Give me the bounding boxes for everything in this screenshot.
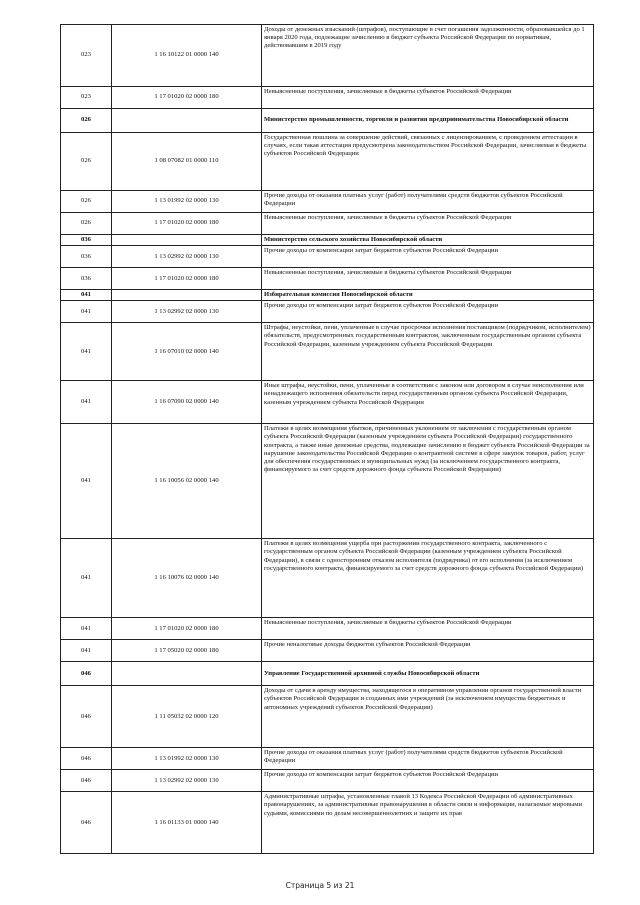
revenue-description-cell: Прочие доходы от компенсации затрат бюджетов субъектов Российской Федерации bbox=[262, 246, 594, 268]
table-row bbox=[61, 323, 594, 381]
admin-code-cell: 023 bbox=[61, 87, 112, 109]
table-row-section-header bbox=[61, 662, 594, 686]
table-row bbox=[61, 133, 594, 191]
budget-classification-code-cell: 1 16 10076 02 0000 140 bbox=[112, 539, 262, 618]
table-row bbox=[61, 213, 594, 235]
revenue-description-cell: Прочие неналоговые доходы бюджетов субъектов Российской Федерации bbox=[262, 640, 594, 662]
revenue-description-cell: Государственная пошлина за совершение действий, связанных с лицензированием, с проведением аттестации в случаях, если такая аттестация предусмотрена законодательством Российской Федерации, зачисляемая в бюджеты субъектов Российской Федерации bbox=[262, 133, 594, 191]
table-row bbox=[61, 381, 594, 424]
admin-code-cell: 046 bbox=[61, 686, 112, 748]
budget-classification-code-cell: 1 08 07082 01 0000 110 bbox=[112, 133, 262, 191]
revenue-description-cell: Избирательная комиссия Новосибирской области bbox=[262, 290, 594, 301]
table-row bbox=[61, 87, 594, 109]
revenue-description-cell: Платежи в целях возмещения убытков, причиненных уклонением от заключения с государственным органом субъекта Российской Федерации (казенным учреждением субъекта Российской Федерации) государственного контракта, а также иные денежные средства, подлежащие зачислению в бюджет субъекта Российской Федерации за нарушение законодательства Российской Федерации о контрактной системе в сфере закупок товаров, работ, услуг для обеспечения государственных и муниципальных нужд (за исключением государственного контракта, финансируемого за счет средств дорожного фонда субъекта Российской Федерации) bbox=[262, 424, 594, 539]
table-row bbox=[61, 640, 594, 662]
revenue-description-cell: Прочие доходы от компенсации затрат бюджетов субъектов Российской Федерации bbox=[262, 770, 594, 792]
table-row bbox=[61, 770, 594, 792]
budget-classification-code-cell: 1 11 05032 02 0000 120 bbox=[112, 686, 262, 748]
admin-code-cell: 041 bbox=[61, 301, 112, 323]
revenue-description-cell: Доходы от денежных взысканий (штрафов), поступающие в счет погашения задолженности, образовавшейся до 1 января 2020 года, подлежащие зачислению в бюджет субъекта Российской Федерации по нормативам, действовавшим в 2019 году bbox=[262, 25, 594, 87]
table-row bbox=[61, 246, 594, 268]
revenue-description-cell: Невыясненные поступления, зачисляемые в бюджеты субъектов Российской Федерации bbox=[262, 213, 594, 235]
admin-code-cell: 041 bbox=[61, 618, 112, 640]
revenue-description-cell: Платежи в целях возмещения ущерба при расторжении государственного контракта, заключенного с государственным органом субъекта Российской Федерации (казенным учреждением субъекта Российской Федерации), в связи с односторонним отказом исполнителя (подрядчика) от его исполнения (за исключением государственного контракта, финансируемого за счет средств дорожного фонда субъекта Российской Федерации) bbox=[262, 539, 594, 618]
admin-code-cell: 041 bbox=[61, 640, 112, 662]
budget-classification-code-cell: 1 16 07090 02 0000 140 bbox=[112, 381, 262, 424]
budget-classification-code-cell: 1 16 10056 02 0000 140 bbox=[112, 424, 262, 539]
revenue-description-cell: Невыясненные поступления, зачисляемые в бюджеты субъектов Российской Федерации bbox=[262, 618, 594, 640]
revenue-description-cell: Штрафы, неустойки, пени, уплаченные в случае просрочки исполнения поставщиком (подрядчиком, исполнителем) обязательств, предусмотренных государственным контрактом, заключенным государственным органом субъекта Российской Федерации, казенным учреждением субъекта Российской Федерации bbox=[262, 323, 594, 381]
table-row bbox=[61, 686, 594, 748]
budget-classification-code-cell: 1 17 01020 02 0000 180 bbox=[112, 213, 262, 235]
table-row bbox=[61, 748, 594, 770]
admin-code-cell: 041 bbox=[61, 424, 112, 539]
budget-classification-code-cell bbox=[112, 235, 262, 246]
table-row bbox=[61, 539, 594, 618]
admin-code-cell: 026 bbox=[61, 213, 112, 235]
table-row bbox=[61, 25, 594, 87]
table-row bbox=[61, 618, 594, 640]
admin-code-cell: 046 bbox=[61, 770, 112, 792]
revenue-description-cell: Прочие доходы от оказания платных услуг (работ) получателями средств бюджетов субъектов Российской Федерации bbox=[262, 191, 594, 213]
revenue-codes-table bbox=[60, 24, 594, 854]
admin-code-cell: 046 bbox=[61, 748, 112, 770]
budget-classification-code-cell: 1 16 10122 01 0000 140 bbox=[112, 25, 262, 87]
revenue-description-cell: Прочие доходы от компенсации затрат бюджетов субъектов Российской Федерации bbox=[262, 301, 594, 323]
budget-classification-code-cell: 1 16 01133 01 0000 140 bbox=[112, 792, 262, 854]
table-body bbox=[61, 25, 594, 854]
admin-code-cell: 046 bbox=[61, 792, 112, 854]
budget-classification-code-cell: 1 13 01992 02 0000 130 bbox=[112, 748, 262, 770]
admin-code-cell: 041 bbox=[61, 381, 112, 424]
table-row bbox=[61, 268, 594, 290]
admin-code-cell: 036 bbox=[61, 246, 112, 268]
budget-classification-code-cell: 1 16 07010 02 0000 140 bbox=[112, 323, 262, 381]
admin-code-cell: 023 bbox=[61, 25, 112, 87]
revenue-description-cell: Иные штрафы, неустойки, пени, уплаченные в соответствии с законом или договором в случае неисполнения или ненадлежащего исполнения обязательств перед государственным органом субъекта Российской Федерации, казенным учреждением субъекта Российской Федерации bbox=[262, 381, 594, 424]
revenue-description-cell: Невыясненные поступления, зачисляемые в бюджеты субъектов Российской Федерации bbox=[262, 268, 594, 290]
budget-classification-code-cell: 1 13 01992 02 0000 130 bbox=[112, 191, 262, 213]
budget-classification-code-cell: 1 17 01020 02 0000 180 bbox=[112, 87, 262, 109]
admin-code-cell: 041 bbox=[61, 323, 112, 381]
revenue-description-cell: Доходы от сдачи в аренду имущества, находящегося в оперативном управлении органов государственной власти субъектов Российской Федерации и созданных ими учреждений (за исключением имущества бюджетных и автономных учреждений субъектов Российской Федерации) bbox=[262, 686, 594, 748]
admin-code-cell: 036 bbox=[61, 235, 112, 246]
budget-classification-code-cell: 1 13 02992 02 0000 130 bbox=[112, 770, 262, 792]
admin-code-cell: 026 bbox=[61, 191, 112, 213]
admin-code-cell: 041 bbox=[61, 539, 112, 618]
table-row bbox=[61, 191, 594, 213]
revenue-description-cell: Управление Государственной архивной службы Новосибирской области bbox=[262, 662, 594, 686]
admin-code-cell: 046 bbox=[61, 662, 112, 686]
admin-code-cell: 026 bbox=[61, 109, 112, 133]
document-page bbox=[60, 24, 591, 854]
revenue-description-cell: Министерство сельского хозяйства Новосибирской области bbox=[262, 235, 594, 246]
budget-classification-code-cell bbox=[112, 109, 262, 133]
table-row-section-header bbox=[61, 290, 594, 301]
revenue-description-cell: Невыясненные поступления, зачисляемые в бюджеты субъектов Российской Федерации bbox=[262, 87, 594, 109]
budget-classification-code-cell bbox=[112, 662, 262, 686]
revenue-description-cell: Прочие доходы от оказания платных услуг (работ) получателями средств бюджетов субъектов Российской Федерации bbox=[262, 748, 594, 770]
budget-classification-code-cell bbox=[112, 290, 262, 301]
budget-classification-code-cell: 1 13 02992 02 0000 130 bbox=[112, 246, 262, 268]
budget-classification-code-cell: 1 17 01020 02 0000 180 bbox=[112, 268, 262, 290]
admin-code-cell: 036 bbox=[61, 268, 112, 290]
table-row-section-header bbox=[61, 235, 594, 246]
table-row bbox=[61, 792, 594, 854]
table-row bbox=[61, 424, 594, 539]
admin-code-cell: 026 bbox=[61, 133, 112, 191]
budget-classification-code-cell: 1 17 05020 02 0000 180 bbox=[112, 640, 262, 662]
table-row-section-header bbox=[61, 109, 594, 133]
revenue-description-cell: Министерство промышленности, торговли и развития предпринимательства Новосибирской области bbox=[262, 109, 594, 133]
admin-code-cell: 041 bbox=[61, 290, 112, 301]
revenue-description-cell: Административные штрафы, установленные главой 13 Кодекса Российской Федерации об административных правонарушениях, за административные правонарушения в области связи и информации, налагаемые мировыми судьями, комиссиями по делам несовершеннолетних и защите их прав bbox=[262, 792, 594, 854]
table-row bbox=[61, 301, 594, 323]
page-footer: Страница 5 из 21 bbox=[285, 881, 355, 890]
budget-classification-code-cell: 1 17 01020 02 0000 180 bbox=[112, 618, 262, 640]
budget-classification-code-cell: 1 13 02992 02 0000 130 bbox=[112, 301, 262, 323]
